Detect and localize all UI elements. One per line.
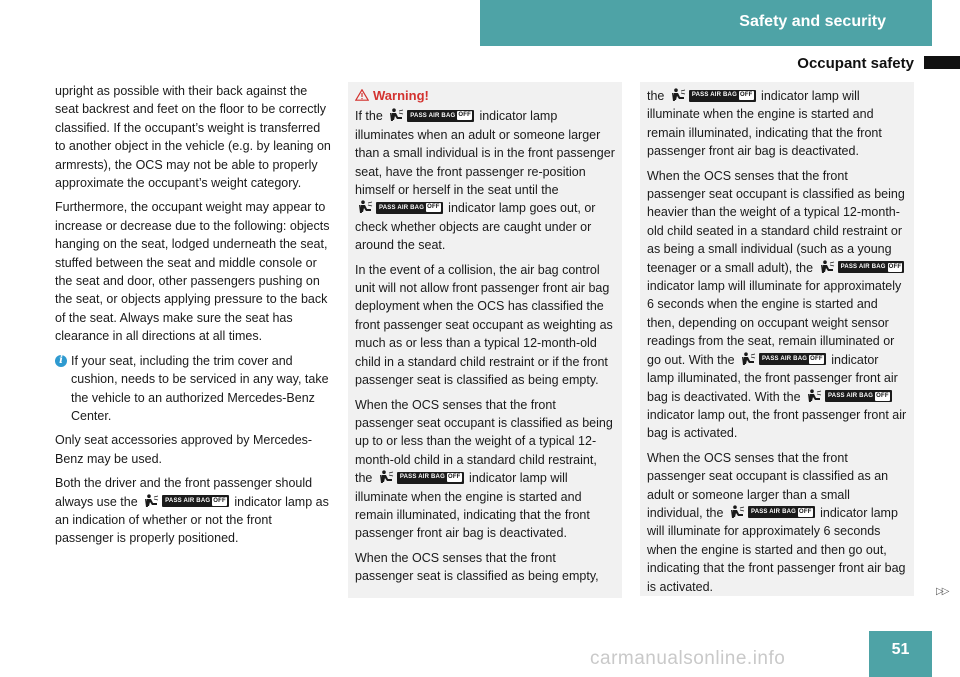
paragraph: Furthermore, the occupant weight may appear to increase or decrease due to the following: objects hanging on the seat, lodged underneath the seat, stuffed between the seat and middle console or the seat and door, other passengers pushing on the seat, or objects applying pressure to the back of the seat. Always make sure the seat has clearance in all directions at all times. — [55, 200, 330, 344]
paragraph: the PASS AIR BAG OFF indicator lamp will illuminate when the engine is started and remain illuminated, indicating that the front passenger front air bag is deactivated. — [647, 89, 882, 159]
column-left — [55, 82, 333, 554]
paragraph: Both the driver and the front passenger should always use the PASS AIR BAG OFF indicator lamp as an indication of whether or not the front passenger is properly positioned. — [55, 476, 329, 546]
section-title: Safety and security — [739, 13, 886, 30]
info-text: If your seat, including the trim cover and cushion, needs to be serviced in any way, take the vehicle to an authorized Mercedes-Benz Center. — [71, 353, 329, 423]
paragraph: In the event of a collision, the air bag control unit will not allow front passenger front air bag deployment when the OCS has classified the front passenger seat occupant as weighting as much as or less than a typical 12-month-old child in a standard child restraint or if the front passenger seat is classified as being empty. — [355, 262, 613, 388]
info-note — [55, 352, 333, 426]
seat-occupant-icon — [143, 494, 159, 509]
paragraph: When the OCS senses that the front passenger seat occupant is classified as being up to or less than the weight of a typical 12-month-old child in a standard child restraint, the PASS AIR BAG OFF indicator lamp will illuminate when the engine is started and remain illuminated, indicating that the front passenger front air bag is deactivated. — [355, 397, 613, 541]
pass-air-bag-off-lamp-icon: PASS AIR BAG OFF — [143, 494, 229, 509]
paragraph: When the OCS senses that the front passenger seat occupant is classified as an adult or someone larger than a small individual, the PASS AIR BAG OFF indicator lamp will illuminate for approximately 6 seconds when the engine is started and then go out, indicating that the front passenger front air bag is activated. — [647, 450, 906, 594]
pass-air-bag-off-lamp-icon: PASS AIR BAG OFF — [806, 389, 892, 404]
seat-occupant-icon — [388, 108, 404, 123]
pass-air-bag-off-lamp-icon: PASS AIR BAG OFF — [670, 88, 756, 103]
paragraph: When the OCS senses that the front passenger seat occupant is classified as being heavier than the weight of a typical 12-month-old child seated in a standard child restraint or as being a small individual (such as a young teenager or a small adult), the PASS AIR BAG OFF indicator lamp will illuminate for approximately 6 seconds when the engine is started and then, depending on occupant weight sensor readings from the seat, remain illuminated or go out. With the PASS AIR BAG OFF indicator lamp illuminated, the front passenger front air bag is deactivated. With the PASS AIR BAG OFF indicator lamp out, the front passenger front air bag is activated. — [647, 168, 907, 441]
seat-occupant-icon — [729, 505, 745, 520]
warning-heading: Warning! — [355, 87, 615, 105]
continue-arrows-icon: ▷▷ — [936, 586, 948, 597]
subsection-title: Occupant safety — [797, 55, 914, 72]
seat-occupant-icon — [670, 88, 686, 103]
paragraph: upright as possible with their back against the seat backrest and feet on the floor to be correctly classified. If the occupant’s weight is transferred to another object in the vehicle (e.g. by leaning on armrests), the OCS may not be able to properly approximate the occupant’s weight category. — [55, 84, 331, 191]
seat-occupant-icon — [740, 352, 756, 367]
pass-air-bag-off-lamp-icon: PASS AIR BAG OFF — [357, 200, 443, 215]
info-icon: i — [55, 355, 67, 367]
pass-air-bag-off-lamp-icon: PASS AIR BAG OFF — [740, 352, 826, 367]
paragraph: When the OCS senses that the front passenger seat is classified as being empty, — [355, 550, 599, 584]
warning-box — [348, 82, 622, 598]
pass-air-bag-off-lamp-icon: PASS AIR BAG OFF — [819, 260, 905, 275]
seat-occupant-icon — [819, 260, 835, 275]
watermark: carmanualsonline.info — [590, 648, 786, 669]
seat-occupant-icon — [806, 389, 822, 404]
warning-box-continued — [640, 82, 914, 596]
pass-air-bag-off-lamp-icon: PASS AIR BAG OFF — [388, 108, 474, 123]
section-marker — [924, 56, 960, 69]
pass-air-bag-off-lamp-icon: PASS AIR BAG OFF — [729, 505, 815, 520]
warning-triangle-icon — [355, 89, 369, 101]
paragraph: Only seat accessories approved by Mercedes-Benz may be used. — [55, 433, 313, 466]
paragraph: If the PASS AIR BAG OFF indicator lamp illuminates when an adult or someone larger than a small individual is in the front passenger seat, have the front passenger re-position himself or herself in the seat until the PASS AIR BAG OFF indicator lamp goes out, or check whether objects are caught under or around the seat. — [355, 109, 615, 253]
header-tab — [480, 0, 932, 46]
page-number: 51 — [869, 631, 932, 677]
pass-air-bag-off-lamp-icon: PASS AIR BAG OFF — [378, 470, 464, 485]
seat-occupant-icon — [357, 200, 373, 215]
seat-occupant-icon — [378, 470, 394, 485]
